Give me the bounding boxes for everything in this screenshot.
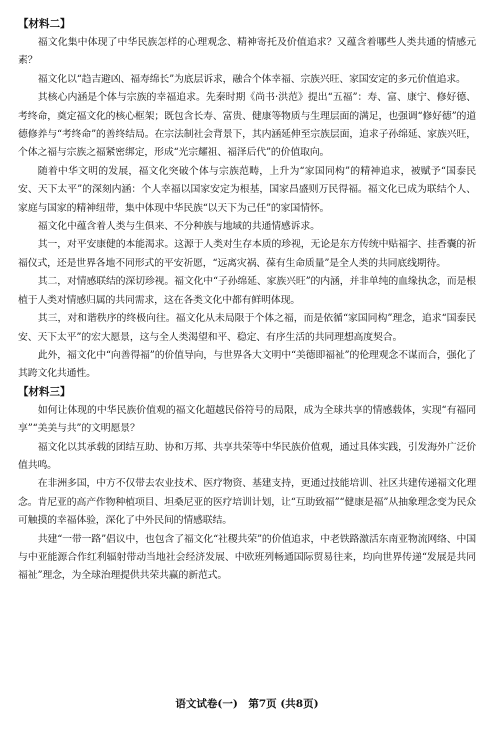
material-2-paragraph: 福文化以“趋吉避凶、福寿绵长”为底层诉求，融合个体幸福、宗族兴旺、家国安定的多元价值追求。 (37, 73, 466, 85)
material-2-paragraph: 此外，福文化中“向善得福”的价值导向，与世界各大文明中“美德即福祉”的伦理观念不谋而合，强化了其跨文化共通性。 (18, 349, 476, 380)
material-2-paragraph: 福文化中蕴含着人类与生俱来、不分种族与地域的共通情感诉求。 (37, 221, 320, 233)
material-3-paragraph: 如何让体现的中华民族价值观的福文化超越民俗符号的局限，成为全球共享的情感载体，实现“有福同享”“美美与共”的文明愿景？ (18, 404, 476, 435)
material-3-heading: 【材料三】 (18, 385, 71, 398)
material-2-paragraph: 其一，对平安康健的本能渴求。这源于人类对生存本质的珍视，无论是东方传统中贴福字、挂香囊的祈福仪式，还是世界各地不同形式的平安祈愿，“远离灾祸、葆有生命质量”是全人类的共同底线期待。 (18, 239, 476, 269)
material-2-paragraph: 其二，对情感联结的深切珍视。福文化中“子孙绵延、家族兴旺”的内涵，并非单纯的血缘执念，而是根植于人类对情感归属的共同需求，这在各类文化中都有鲜明体现。 (18, 276, 476, 306)
material-2-section (18, 16, 476, 384)
material-3-paragraph: 在非洲多国，中方不仅带去农业技术、医疗物资、基建支持，更通过技能培训、社区共建传递福文化理念。肯尼亚的高产作物种植项目、坦桑尼亚的医疗培训计划，让“互助致福”“健康是福”从抽象理念变为民众可触摸的幸福体验，深化了中外民间的情感联结。 (18, 478, 476, 527)
page-footer: 语文试卷(一) 第7页 (共8页) (175, 698, 319, 710)
material-2-paragraph: 随着中华文明的发展，福文化突破个体与宗族范畴，上升为“家国同构”的精神追求，被赋予“国泰民安、天下太平”的深刻内涵：个人幸福以国家安定为根基，国家昌盛则万民得福。福文化已成为联结个人、家庭与国家的精神纽带，集中体现中华民族“以天下为己任”的家国情怀。 (18, 165, 476, 214)
material-3-paragraph: 福文化以其承载的团结互助、协和万邦、共享共荣等中华民族价值观，通过具体实践，引发海外广泛价值共鸣。 (18, 441, 476, 471)
exam-page (18, 16, 476, 586)
material-2-heading: 【材料二】 (18, 18, 71, 30)
material-3-section (18, 384, 476, 586)
material-2-paragraph: 福文化集中体现了中华民族怎样的心理观念、精神寄托及价值追求？又蕴含着哪些人类共通的情感元素？ (18, 37, 476, 67)
material-2-paragraph: 其三，对和谐秩序的终极向往。福文化从未局限于个体之福，而是依循“家国同构”理念，追求“国泰民安、天下太平”的宏大愿景，这与全人类渴望和平、稳定、有序生活的共同理想高度契合。 (18, 313, 476, 343)
material-2-paragraph: 其核心内涵是个体与宗族的幸福追求。先秦时期《尚书·洪范》提出“五福”：寿、富、康宁、修好德、考终命，奠定福文化的核心框架；既包含长寿、富贵、健康等物质与生理层面的满足，也强调“修好德”的道德修养与“考终命”的善终结局。在宗法制社会背景下，其内涵延伸至宗族层面，追求子孙绵延、家族兴旺，个体之福与宗族之福紧密绑定，形成“光宗耀祖、福泽后代”的价值取向。 (18, 92, 476, 159)
material-3-paragraph: 共建“一带一路”倡议中，也包含了福文化“社稷共荣”的价值追求，中老铁路激活东南亚物流网络、中国与中亚能源合作红利辐射带动当地社会经济发展、中欧班列畅通国际贸易往来，均向世界传递“发展是共同福祉”理念，为全球治理提供共荣共赢的新范式。 (18, 533, 476, 582)
